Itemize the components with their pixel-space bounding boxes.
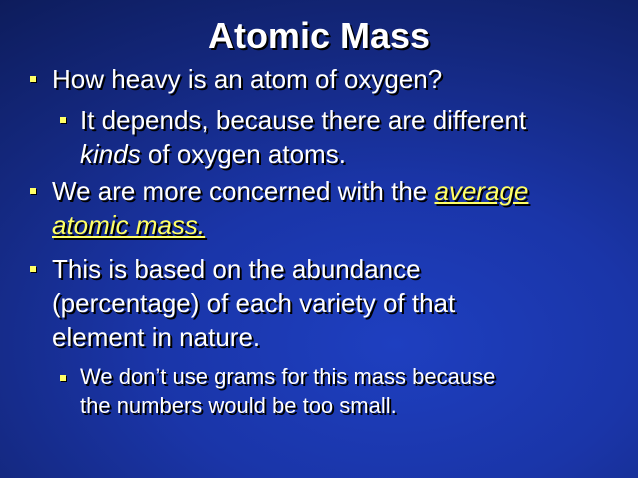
bullet-marker <box>30 188 36 194</box>
bullet-marker <box>30 266 36 272</box>
bullet-text: We don’t use grams for this mass because <box>80 364 496 389</box>
bullet-text-rest: of oxygen atoms. <box>140 139 346 169</box>
bullet-marker <box>30 76 36 82</box>
bullet-text-line <box>52 208 205 242</box>
bullet-text: It depends, because there are different <box>80 105 527 135</box>
bullet-text-line <box>52 174 528 208</box>
bullet-marker <box>60 117 66 123</box>
bullet-marker <box>60 375 66 381</box>
atomic-mass-link[interactable]: atomic mass. <box>52 210 206 240</box>
bullet-text: This is based on the abundance <box>52 254 421 284</box>
bullet-text: (percentage) of each variety of that <box>52 288 456 318</box>
slide-title: Atomic Mass <box>207 15 431 56</box>
bullet-text: element in nature. <box>52 322 261 352</box>
average-link[interactable]: average <box>434 176 529 206</box>
bullet-text-line <box>80 137 346 171</box>
bullet-text: How heavy is an atom of oxygen? <box>52 64 443 94</box>
emphasis-text: kinds <box>80 139 141 169</box>
bullet-text: the numbers would be too small. <box>80 393 397 418</box>
bullet-text: We are more concerned with the <box>52 176 435 206</box>
